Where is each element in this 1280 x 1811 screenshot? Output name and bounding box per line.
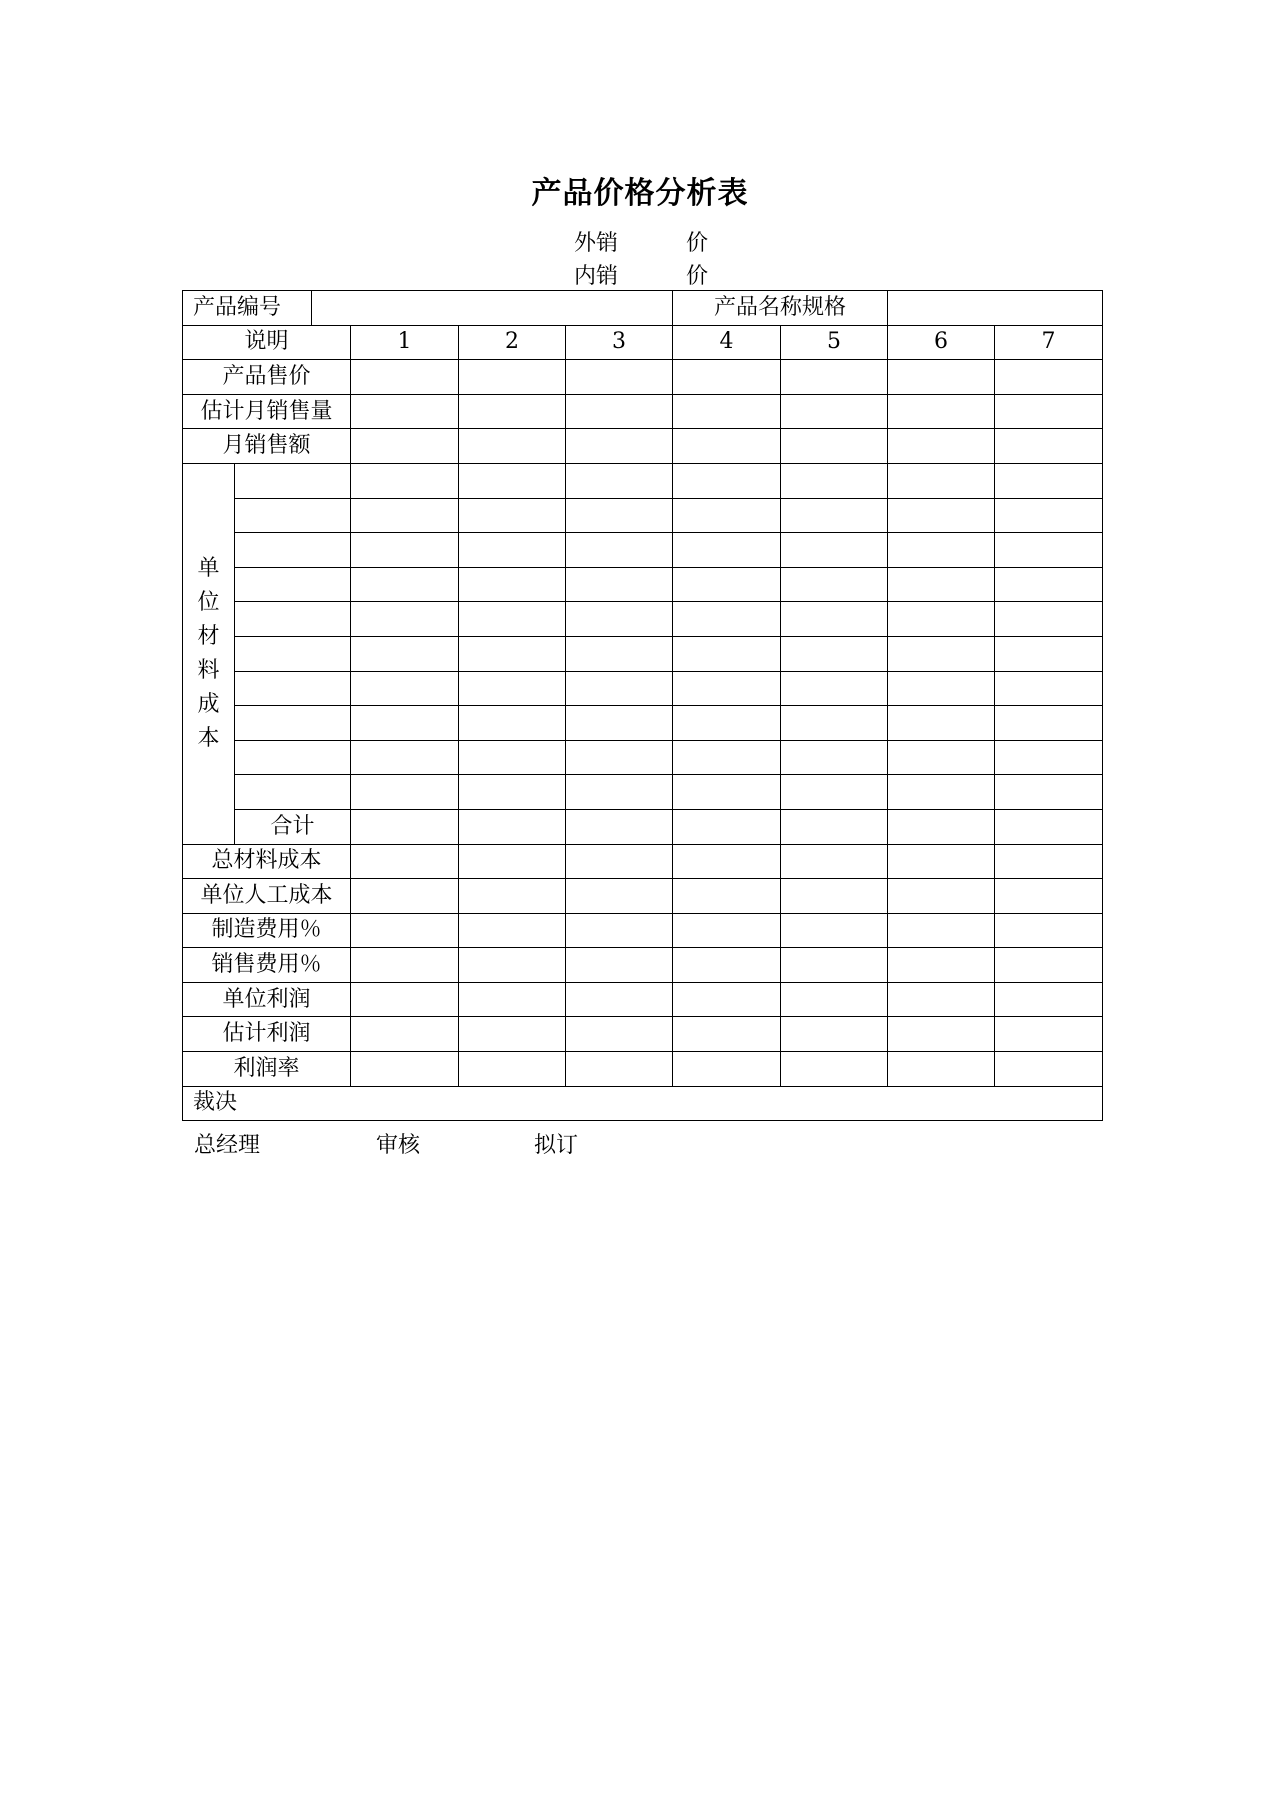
material-row-6-col-6-cell[interactable] <box>888 636 995 671</box>
bottom-row-2-col-3-cell[interactable] <box>566 879 673 914</box>
material-row-9-col-4-cell[interactable] <box>673 740 781 775</box>
product-code-field[interactable] <box>312 291 673 326</box>
material-cost-label-char: 成 <box>197 691 220 717</box>
bottom-row-2 <box>183 879 1103 914</box>
row-label: 销售费用％ <box>183 948 351 983</box>
export-price-label: 外销 <box>574 231 619 256</box>
bottom-row-6-col-7-cell[interactable] <box>995 1017 1103 1052</box>
material-row-2-col-6-cell[interactable] <box>888 498 995 533</box>
top-row-1-col-5-cell[interactable] <box>781 360 888 395</box>
material-row-5-col-6-cell[interactable] <box>888 602 995 637</box>
decision-row <box>183 1086 1103 1121</box>
material-row-5-col-4-cell[interactable] <box>673 602 781 637</box>
bottom-row-4-col-2-cell[interactable] <box>459 948 566 983</box>
material-row-1-col-3-cell[interactable] <box>566 463 673 498</box>
bottom-row-2-col-6-cell[interactable] <box>888 879 995 914</box>
bottom-row-3-col-7-cell[interactable] <box>995 913 1103 948</box>
bottom-row-1-col-4-cell[interactable] <box>673 844 781 879</box>
row-label: 单位人工成本 <box>183 879 351 914</box>
material-row-10-col-3-cell[interactable] <box>566 775 673 810</box>
bottom-row-5-col-2-cell[interactable] <box>459 982 566 1017</box>
material-cost-label-char: 位 <box>197 589 220 615</box>
column-number-3: 3 <box>566 325 673 360</box>
bottom-row-2-col-5-cell[interactable] <box>781 879 888 914</box>
column-number-7: 7 <box>995 325 1103 360</box>
material-item-field[interactable] <box>235 567 351 602</box>
bottom-row-4-col-5-cell[interactable] <box>781 948 888 983</box>
header-row <box>183 291 1103 326</box>
material-subtotal-col-6-cell[interactable] <box>888 809 995 844</box>
top-row-1-col-3-cell[interactable] <box>566 360 673 395</box>
price-analysis-table <box>182 290 1103 1121</box>
top-row-3 <box>183 429 1103 464</box>
top-row-3-col-5-cell[interactable] <box>781 429 888 464</box>
material-row-4-col-1-cell[interactable] <box>351 567 459 602</box>
domestic-price-label: 内销 <box>574 264 619 289</box>
bottom-row-3-col-4-cell[interactable] <box>673 913 781 948</box>
material-row-2-col-5-cell[interactable] <box>781 498 888 533</box>
row-label: 总材料成本 <box>183 844 351 879</box>
top-row-3-col-4-cell[interactable] <box>673 429 781 464</box>
bottom-row-3-col-6-cell[interactable] <box>888 913 995 948</box>
bottom-row-7 <box>183 1052 1103 1087</box>
bottom-row-6-col-6-cell[interactable] <box>888 1017 995 1052</box>
material-subtotal-label: 合计 <box>235 809 351 844</box>
top-row-2-col-5-cell[interactable] <box>781 394 888 429</box>
material-row-2-col-7-cell[interactable] <box>995 498 1103 533</box>
reviewer-label: 审核 <box>376 1133 421 1158</box>
material-item-field[interactable] <box>235 463 351 498</box>
material-row-7-col-5-cell[interactable] <box>781 671 888 706</box>
material-row-1-col-5-cell[interactable] <box>781 463 888 498</box>
material-row-8 <box>183 706 1103 741</box>
material-row-1-col-2-cell[interactable] <box>459 463 566 498</box>
material-row-6-col-2-cell[interactable] <box>459 636 566 671</box>
row-label: 估计利润 <box>183 1017 351 1052</box>
bottom-row-2-col-4-cell[interactable] <box>673 879 781 914</box>
top-row-2-col-1-cell[interactable] <box>351 394 459 429</box>
material-cost-label-char: 本 <box>197 725 220 751</box>
material-row-10-col-4-cell[interactable] <box>673 775 781 810</box>
material-row-7 <box>183 671 1103 706</box>
material-item-field[interactable] <box>235 533 351 568</box>
material-row-1-col-4-cell[interactable] <box>673 463 781 498</box>
top-row-2-col-2-cell[interactable] <box>459 394 566 429</box>
bottom-row-5-col-7-cell[interactable] <box>995 982 1103 1017</box>
material-row-4-col-3-cell[interactable] <box>566 567 673 602</box>
material-row-6-col-3-cell[interactable] <box>566 636 673 671</box>
bottom-row-4-col-1-cell[interactable] <box>351 948 459 983</box>
material-row-7-col-3-cell[interactable] <box>566 671 673 706</box>
bottom-row-7-col-1-cell[interactable] <box>351 1052 459 1087</box>
bottom-row-3-col-5-cell[interactable] <box>781 913 888 948</box>
bottom-row-7-col-7-cell[interactable] <box>995 1052 1103 1087</box>
page-title: 产品价格分析表 <box>531 176 749 211</box>
material-row-6-col-4-cell[interactable] <box>673 636 781 671</box>
material-row-7-col-1-cell[interactable] <box>351 671 459 706</box>
material-row-5-col-5-cell[interactable] <box>781 602 888 637</box>
material-row-3-col-5-cell[interactable] <box>781 533 888 568</box>
material-row-10-col-7-cell[interactable] <box>995 775 1103 810</box>
bottom-row-2-col-2-cell[interactable] <box>459 879 566 914</box>
bottom-row-3 <box>183 913 1103 948</box>
material-row-8-col-3-cell[interactable] <box>566 706 673 741</box>
material-row-3-col-7-cell[interactable] <box>995 533 1103 568</box>
material-row-8-col-6-cell[interactable] <box>888 706 995 741</box>
bottom-row-7-col-5-cell[interactable] <box>781 1052 888 1087</box>
bottom-row-4 <box>183 948 1103 983</box>
material-row-4 <box>183 567 1103 602</box>
description-label: 说明 <box>183 325 351 360</box>
material-cost-group-label <box>183 463 235 844</box>
material-row-1-col-7-cell[interactable] <box>995 463 1103 498</box>
bottom-row-6-col-1-cell[interactable] <box>351 1017 459 1052</box>
material-item-field[interactable] <box>235 498 351 533</box>
material-subtotal-col-3-cell[interactable] <box>566 809 673 844</box>
material-row-9 <box>183 740 1103 775</box>
top-row-2-col-4-cell[interactable] <box>673 394 781 429</box>
bottom-row-7-col-4-cell[interactable] <box>673 1052 781 1087</box>
material-row-7-col-6-cell[interactable] <box>888 671 995 706</box>
bottom-row-2-col-7-cell[interactable] <box>995 879 1103 914</box>
top-row-1-col-2-cell[interactable] <box>459 360 566 395</box>
bottom-row-5-col-1-cell[interactable] <box>351 982 459 1017</box>
material-row-7-col-4-cell[interactable] <box>673 671 781 706</box>
bottom-row-4-col-4-cell[interactable] <box>673 948 781 983</box>
material-row-3 <box>183 533 1103 568</box>
material-row-5 <box>183 602 1103 637</box>
material-row-6-col-7-cell[interactable] <box>995 636 1103 671</box>
row-label: 单位利润 <box>183 982 351 1017</box>
product-code-label: 产品编号 <box>183 291 312 326</box>
material-row-2-col-1-cell[interactable] <box>351 498 459 533</box>
material-item-field[interactable] <box>235 602 351 637</box>
material-row-9-col-1-cell[interactable] <box>351 740 459 775</box>
material-item-field[interactable] <box>235 775 351 810</box>
bottom-row-1-col-3-cell[interactable] <box>566 844 673 879</box>
material-row-2 <box>183 498 1103 533</box>
row-label: 产品售价 <box>183 360 351 395</box>
material-subtotal-row <box>183 809 1103 844</box>
material-row-3-col-3-cell[interactable] <box>566 533 673 568</box>
material-row-9-col-2-cell[interactable] <box>459 740 566 775</box>
material-row-9-col-3-cell[interactable] <box>566 740 673 775</box>
material-cost-label-char: 材 <box>197 623 220 649</box>
material-row-6-col-1-cell[interactable] <box>351 636 459 671</box>
bottom-row-1-col-1-cell[interactable] <box>351 844 459 879</box>
material-row-10 <box>183 775 1103 810</box>
export-price-suffix: 价 <box>686 231 709 256</box>
bottom-row-2-col-1-cell[interactable] <box>351 879 459 914</box>
bottom-row-3-col-2-cell[interactable] <box>459 913 566 948</box>
top-row-2-col-3-cell[interactable] <box>566 394 673 429</box>
bottom-row-1-col-5-cell[interactable] <box>781 844 888 879</box>
material-row-8-col-2-cell[interactable] <box>459 706 566 741</box>
general-manager-label: 总经理 <box>194 1133 261 1158</box>
column-number-6: 6 <box>888 325 995 360</box>
bottom-row-4-col-7-cell[interactable] <box>995 948 1103 983</box>
top-row-2-col-6-cell[interactable] <box>888 394 995 429</box>
column-number-1: 1 <box>351 325 459 360</box>
top-row-1-col-4-cell[interactable] <box>673 360 781 395</box>
bottom-row-5-col-4-cell[interactable] <box>673 982 781 1017</box>
material-item-field[interactable] <box>235 636 351 671</box>
material-row-8-col-7-cell[interactable] <box>995 706 1103 741</box>
material-item-field[interactable] <box>235 706 351 741</box>
top-row-3-col-7-cell[interactable] <box>995 429 1103 464</box>
material-row-4-col-7-cell[interactable] <box>995 567 1103 602</box>
material-row-10-col-1-cell[interactable] <box>351 775 459 810</box>
material-row-9-col-6-cell[interactable] <box>888 740 995 775</box>
bottom-row-1 <box>183 844 1103 879</box>
bottom-row-6-col-2-cell[interactable] <box>459 1017 566 1052</box>
bottom-row-7-col-3-cell[interactable] <box>566 1052 673 1087</box>
material-row-10-col-5-cell[interactable] <box>781 775 888 810</box>
column-header-row <box>183 325 1103 360</box>
bottom-row-6-col-3-cell[interactable] <box>566 1017 673 1052</box>
material-row-8-col-5-cell[interactable] <box>781 706 888 741</box>
row-label: 制造费用％ <box>183 913 351 948</box>
material-item-field[interactable] <box>235 740 351 775</box>
bottom-row-7-col-6-cell[interactable] <box>888 1052 995 1087</box>
bottom-row-4-col-3-cell[interactable] <box>566 948 673 983</box>
material-row-3-col-4-cell[interactable] <box>673 533 781 568</box>
material-row-8-col-1-cell[interactable] <box>351 706 459 741</box>
material-row-6-col-5-cell[interactable] <box>781 636 888 671</box>
top-row-3-col-6-cell[interactable] <box>888 429 995 464</box>
material-row-2-col-2-cell[interactable] <box>459 498 566 533</box>
bottom-row-4-col-6-cell[interactable] <box>888 948 995 983</box>
material-subtotal-col-2-cell[interactable] <box>459 809 566 844</box>
bottom-row-3-col-1-cell[interactable] <box>351 913 459 948</box>
drafter-label: 拟订 <box>534 1133 579 1158</box>
bottom-row-5 <box>183 982 1103 1017</box>
material-item-field[interactable] <box>235 671 351 706</box>
material-row-4-col-2-cell[interactable] <box>459 567 566 602</box>
material-row-5-col-2-cell[interactable] <box>459 602 566 637</box>
top-row-1 <box>183 360 1103 395</box>
top-row-1-col-6-cell[interactable] <box>888 360 995 395</box>
material-cost-label-char: 料 <box>197 657 220 683</box>
product-name-label: 产品名称规格 <box>673 291 888 326</box>
bottom-row-1-col-7-cell[interactable] <box>995 844 1103 879</box>
material-subtotal-col-5-cell[interactable] <box>781 809 888 844</box>
column-number-5: 5 <box>781 325 888 360</box>
column-number-2: 2 <box>459 325 566 360</box>
material-row-7-col-7-cell[interactable] <box>995 671 1103 706</box>
material-row-9-col-5-cell[interactable] <box>781 740 888 775</box>
material-row-1-col-1-cell[interactable] <box>351 463 459 498</box>
column-number-4: 4 <box>673 325 781 360</box>
top-row-1-col-1-cell[interactable] <box>351 360 459 395</box>
material-row-6 <box>183 636 1103 671</box>
bottom-row-7-col-2-cell[interactable] <box>459 1052 566 1087</box>
material-row-5-col-3-cell[interactable] <box>566 602 673 637</box>
bottom-row-6-col-4-cell[interactable] <box>673 1017 781 1052</box>
material-row-5-col-7-cell[interactable] <box>995 602 1103 637</box>
top-row-3-col-2-cell[interactable] <box>459 429 566 464</box>
material-row-7-col-2-cell[interactable] <box>459 671 566 706</box>
row-label: 估计月销售量 <box>183 394 351 429</box>
top-row-2 <box>183 394 1103 429</box>
bottom-row-5-col-3-cell[interactable] <box>566 982 673 1017</box>
bottom-row-1-col-6-cell[interactable] <box>888 844 995 879</box>
top-row-3-col-3-cell[interactable] <box>566 429 673 464</box>
material-row-9-col-7-cell[interactable] <box>995 740 1103 775</box>
top-row-1-col-7-cell[interactable] <box>995 360 1103 395</box>
material-row-10-col-6-cell[interactable] <box>888 775 995 810</box>
material-row-10-col-2-cell[interactable] <box>459 775 566 810</box>
material-row-3-col-2-cell[interactable] <box>459 533 566 568</box>
row-label: 月销售额 <box>183 429 351 464</box>
row-label: 利润率 <box>183 1052 351 1087</box>
material-row-2-col-3-cell[interactable] <box>566 498 673 533</box>
domestic-price-suffix: 价 <box>686 264 709 289</box>
material-row-4-col-6-cell[interactable] <box>888 567 995 602</box>
decision-label: 裁决 <box>183 1086 1103 1121</box>
bottom-row-6 <box>183 1017 1103 1052</box>
top-row-2-col-7-cell[interactable] <box>995 394 1103 429</box>
material-row-2-col-4-cell[interactable] <box>673 498 781 533</box>
top-row-3-col-1-cell[interactable] <box>351 429 459 464</box>
material-row-3-col-6-cell[interactable] <box>888 533 995 568</box>
material-row-1-col-6-cell[interactable] <box>888 463 995 498</box>
material-subtotal-col-4-cell[interactable] <box>673 809 781 844</box>
material-subtotal-col-1-cell[interactable] <box>351 809 459 844</box>
material-cost-label-char: 单 <box>197 555 220 581</box>
bottom-row-3-col-3-cell[interactable] <box>566 913 673 948</box>
bottom-row-6-col-5-cell[interactable] <box>781 1017 888 1052</box>
material-row-8-col-4-cell[interactable] <box>673 706 781 741</box>
bottom-row-1-col-2-cell[interactable] <box>459 844 566 879</box>
material-subtotal-col-7-cell[interactable] <box>995 809 1103 844</box>
material-row-5-col-1-cell[interactable] <box>351 602 459 637</box>
product-name-field[interactable] <box>888 291 1103 326</box>
material-row-4-col-4-cell[interactable] <box>673 567 781 602</box>
material-row-3-col-1-cell[interactable] <box>351 533 459 568</box>
material-row-1 <box>183 463 1103 498</box>
material-row-4-col-5-cell[interactable] <box>781 567 888 602</box>
bottom-row-5-col-5-cell[interactable] <box>781 982 888 1017</box>
bottom-row-5-col-6-cell[interactable] <box>888 982 995 1017</box>
